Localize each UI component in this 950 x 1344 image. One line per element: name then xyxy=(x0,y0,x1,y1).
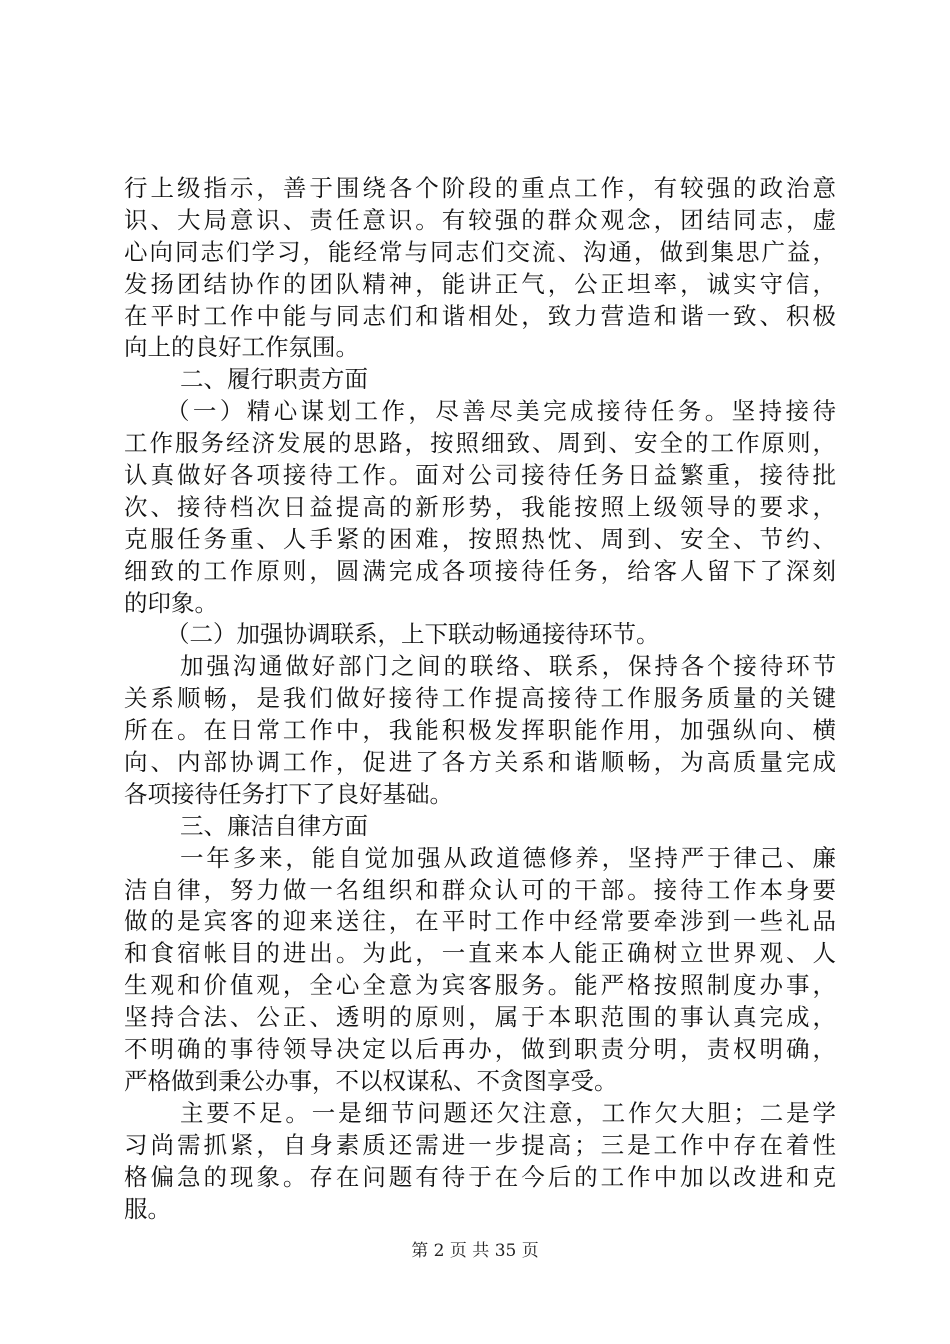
text-line: 各项接待任务打下了良好基础。 xyxy=(124,779,453,808)
text-line: 服。 xyxy=(124,1194,171,1223)
text-line: 主要不足。一是细节问题还欠注意，工作欠大胆；二是学 xyxy=(180,1098,836,1127)
text-line: 习尚需抓紧，自身素质还需进一步提高；三是工作中存在着性 xyxy=(124,1130,836,1159)
text-line: 认真做好各项接待工作。面对公司接待任务日益繁重，接待批 xyxy=(124,461,836,490)
text-line: 洁自律，努力做一名组织和群众认可的干部。接待工作本身要 xyxy=(124,875,836,904)
text-line: 一年多来，能自觉加强从政道德修养，坚持严于律己、廉 xyxy=(180,843,836,872)
text-line: 加强沟通做好部门之间的联络、联系，保持各个接待环节 xyxy=(180,652,836,681)
document-body xyxy=(124,173,836,1225)
text-line: 心向同志们学习，能经常与同志们交流、沟通，做到集思广益， xyxy=(124,237,836,266)
text-line: 识、大局意识、责任意识。有较强的群众观念，团结同志，虚 xyxy=(124,205,836,234)
section-heading: 二、履行职责方面 xyxy=(180,365,368,394)
text-line: 克服任务重、人手紧的困难，按照热忱、周到、安全、节约、 xyxy=(124,524,836,553)
subsection-heading: （一）精心谋划工作，尽善尽美完成接待任务。坚持接待 xyxy=(166,397,836,426)
subsection-heading: （二）加强协调联系，上下联动畅通接待环节。 xyxy=(166,620,660,649)
text-line: 发扬团结协作的团队精神，能讲正气，公正坦率，诚实守信， xyxy=(124,269,836,298)
text-line: 细致的工作原则，圆满完成各项接待任务，给客人留下了深刻 xyxy=(124,556,836,585)
text-line: 关系顺畅，是我们做好接待工作提高接待工作服务质量的关键 xyxy=(124,684,836,713)
page-number-footer: 第 2 页 共 35 页 xyxy=(411,1241,539,1261)
text-line: 做的是宾客的迎来送往，在平时工作中经常要牵涉到一些礼品 xyxy=(124,907,836,936)
text-line: 行上级指示，善于围绕各个阶段的重点工作，有较强的政治意 xyxy=(124,174,836,202)
text-line: 工作服务经济发展的思路，按照细致、周到、安全的工作原则， xyxy=(124,429,836,458)
text-line: 在平时工作中能与同志们和谐相处，致力营造和谐一致、积极 xyxy=(124,301,836,330)
text-line: 坚持合法、公正、透明的原则，属于本职范围的事认真完成， xyxy=(124,1003,836,1032)
text-line: 向、内部协调工作，促进了各方关系和谐顺畅，为高质量完成 xyxy=(124,748,836,777)
text-line: 严格做到秉公办事，不以权谋私、不贪图享受。 xyxy=(124,1066,618,1095)
text-line: 和食宿帐目的进出。为此，一直来本人能正确树立世界观、人 xyxy=(124,939,836,968)
text-line: 向上的良好工作氛围。 xyxy=(124,333,359,362)
text-line: 格偏急的现象。存在问题有待于在今后的工作中加以改进和克 xyxy=(124,1162,836,1191)
section-heading: 三、廉洁自律方面 xyxy=(180,811,368,840)
text-line: 不明确的事待领导决定以后再办，做到职责分明，责权明确， xyxy=(124,1035,836,1064)
text-line: 所在。在日常工作中，我能积极发挥职能作用，加强纵向、横 xyxy=(124,716,836,745)
text-line: 生观和价值观，全心全意为宾客服务。能严格按照制度办事， xyxy=(124,971,836,1000)
text-line: 次、接待档次日益提高的新形势，我能按照上级领导的要求， xyxy=(124,492,836,521)
text-line: 的印象。 xyxy=(124,588,218,617)
